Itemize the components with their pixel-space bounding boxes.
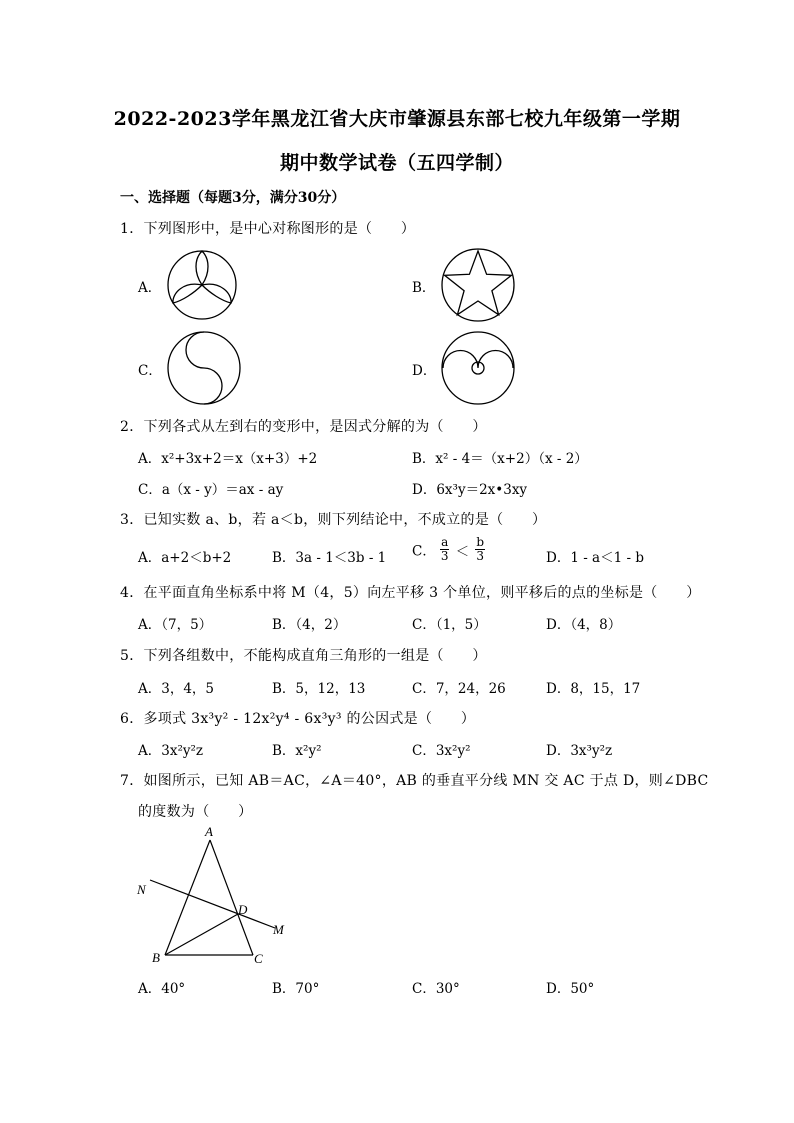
- q4-option-d: D．（4，8）: [546, 617, 622, 633]
- exam-title-line1: 2022-2023学年黑龙江省大庆市肇源县东部七校九年级第一学期: [113, 108, 681, 130]
- q5-option-a: A．3，4，5: [138, 681, 215, 697]
- label-m: M: [273, 922, 284, 937]
- q2-option-c: C．a（x - y）＝ax - ay: [138, 482, 284, 498]
- q7-option-c: C．30°: [412, 981, 460, 997]
- q2-stem: 2．下列各式从左到右的变形中，是因式分解的为（ ）: [120, 419, 487, 435]
- q6-option-a: A．3x²y²z: [138, 743, 204, 759]
- label-a: A: [205, 824, 213, 839]
- label-c: C: [254, 951, 263, 966]
- q3-less-than-sign: ＜: [455, 543, 470, 560]
- segment-ac: [210, 840, 253, 955]
- label-n: N: [137, 882, 146, 897]
- q4-stem: 4．在平面直角坐标系中将 M（4，5）向左平移 3 个单位，则平移后的点的坐标是（ ）: [120, 585, 701, 601]
- q3-option-c-prefix: C．: [412, 543, 436, 560]
- q3-frac2-numerator: b: [476, 535, 485, 549]
- q1-figure-c-yinyang: [166, 330, 242, 406]
- q3-stem: 3．已知实数 a、b，若 a＜b，则下列结论中，不成立的是（ ）: [120, 512, 547, 528]
- q1-stem: 1．下列图形中，是中心对称图形的是（ ）: [120, 221, 416, 237]
- q5-option-c: C．7，24，26: [412, 681, 506, 697]
- q4-option-b: B．（4，2）: [272, 617, 347, 633]
- q7-stem-line1: 7．如图所示，已知 AB＝AC，∠A＝40°，AB 的垂直平分线 MN 交 AC 于点 D，则∠DBC: [120, 773, 709, 789]
- q5-option-d: D．8，15，17: [546, 681, 641, 697]
- q1-figure-d-circle-arcs: [440, 330, 516, 406]
- section-heading: 一、选择题（每题3分，满分30分）: [120, 190, 346, 206]
- segment-ab: [165, 840, 210, 955]
- label-b: B: [152, 950, 160, 965]
- q3-frac2-denominator: 3: [476, 549, 485, 563]
- q3-fraction-a-over-3: [440, 536, 449, 563]
- q2-option-b: B．x² - 4＝（x+2）（x - 2）: [412, 451, 588, 467]
- q3-option-d: D．1 - a＜1 - b: [546, 550, 644, 566]
- q6-option-d: D．3x³y²z: [546, 743, 613, 759]
- segment-bd: [165, 914, 238, 955]
- q3-frac1-numerator: a: [441, 535, 449, 549]
- q1-option-a-label: A．: [138, 280, 162, 296]
- q3-frac1-denominator: 3: [440, 549, 449, 563]
- q4-option-a: A．（7，5）: [138, 617, 213, 633]
- q7-option-a: A．40°: [138, 981, 186, 997]
- q1-option-b-label: B．: [412, 280, 436, 296]
- q3-option-a: A．a+2＜b+2: [138, 550, 232, 566]
- q7-triangle-figure: [130, 820, 300, 970]
- q1-figure-a-three-arcs: [166, 249, 238, 321]
- q6-option-b: B．x²y²: [272, 743, 322, 759]
- q6-stem: 6．多项式 3x³y² - 12x²y⁴ - 6x³y³ 的公因式是（ ）: [120, 711, 476, 727]
- q1-option-d-label: D．: [412, 363, 437, 379]
- q3-option-c: [412, 536, 485, 563]
- q1-option-c-label: C．: [138, 363, 162, 379]
- q1-figure-b-star: [440, 247, 516, 323]
- q7-stem-line2: 的度数为（ ）: [138, 804, 253, 820]
- exam-title-line2: 期中数学试卷（五四学制）: [279, 152, 514, 174]
- q6-option-c: C．3x²y²: [412, 743, 471, 759]
- q2-option-d: D．6x³y＝2x•3xy: [412, 482, 528, 498]
- q5-option-b: B．5，12，13: [272, 681, 366, 697]
- q3-option-b: B．3a - 1＜3b - 1: [272, 550, 387, 566]
- line-mn: [150, 880, 275, 928]
- q5-stem: 5．下列各组数中，不能构成直角三角形的一组是（ ）: [120, 648, 487, 664]
- q7-option-d: D．50°: [546, 981, 595, 997]
- q7-option-b: B．70°: [272, 981, 320, 997]
- q3-fraction-b-over-3: [475, 536, 485, 563]
- label-d: D: [238, 902, 248, 917]
- q2-option-a: A．x²+3x+2＝x（x+3）+2: [138, 451, 318, 467]
- q4-option-c: C．（1，5）: [412, 617, 487, 633]
